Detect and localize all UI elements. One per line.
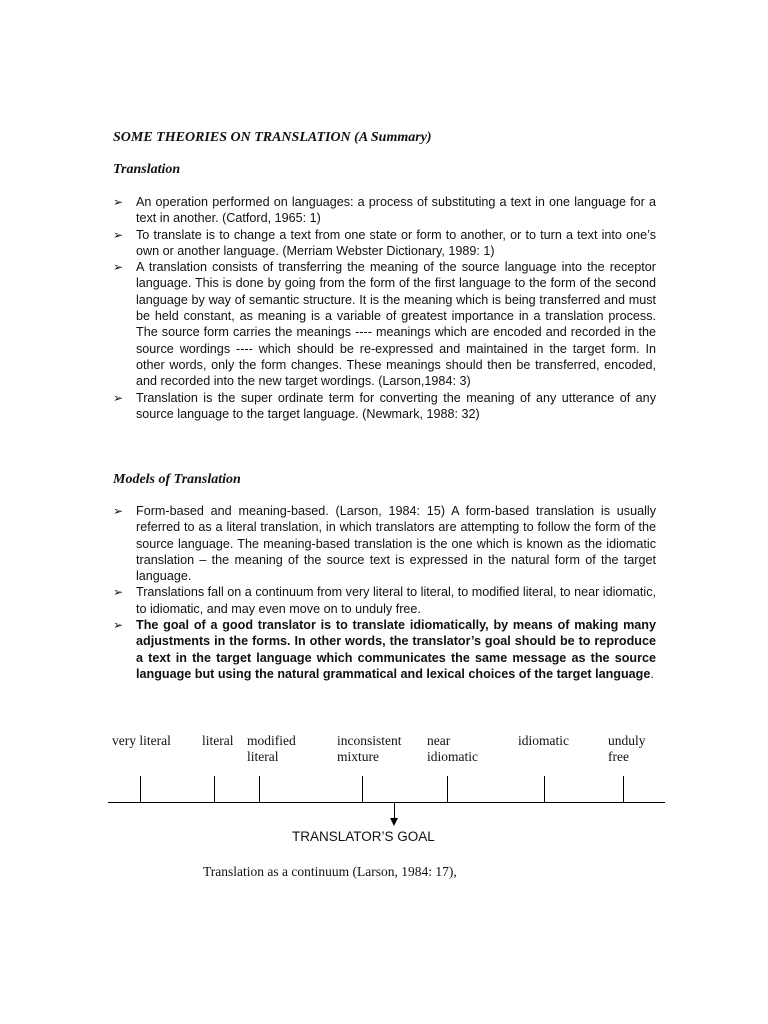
continuum-label-idiomatic: idiomatic xyxy=(518,733,569,748)
list-item: ➢ A translation consists of transferring the meaning of the source language into the receptor language. This is done by going from the form of the first language to the form of the second language by way of semantic structure. It is the meaning which is being transferred and must be held constant, as meaning is a variable of greatest importance in a translation process. The source form carries the meanings ---- meanings which are encoded and recorded in the source wordings ---- which should be re-expressed and maintained in the target form. In other words, only the form changes. These meanings should then be transferred, encoded, and recorded into the new target wordings. (Larson,1984: 3) xyxy=(113,260,656,389)
continuum-tick xyxy=(362,776,363,802)
arrow-bullet-icon: ➢ xyxy=(113,618,124,633)
arrow-bullet-icon: ➢ xyxy=(113,390,124,405)
continuum-label-inconsistent-mixture: inconsistent mixture xyxy=(337,733,402,764)
section-heading-models: Models of Translation xyxy=(113,472,241,487)
continuum-tick xyxy=(623,776,624,802)
list-item: ➢ Translation is the super ordinate term for converting the meaning of any utterance of any source language to the target language. (Newmark, 1988: 32) xyxy=(113,390,656,421)
list-item-bold: ➢ The goal of a good translator is to translate idiomatically, by means of making many adjustments in the forms. In other words, the translator’s goal should be to reproduce a text in the target language which communicates the same message as the source language but using the natural grammatical and lexical choices of the target language. xyxy=(113,618,656,681)
figure-caption: Translation as a continuum (Larson, 1984: 17), xyxy=(203,864,457,879)
arrow-bullet-icon: ➢ xyxy=(113,260,124,275)
arrow-bullet-icon: ➢ xyxy=(113,504,124,518)
continuum-label-very-literal: very literal xyxy=(112,733,171,748)
continuum-label-near-idiomatic: near idiomatic xyxy=(427,733,478,764)
continuum-label-unduly-free: unduly free xyxy=(608,733,646,764)
list-item: ➢ To translate is to change a text from one state or form to another, or to turn a text into one’s own or another language. (Merriam Webster Dictionary, 1989: 1) xyxy=(113,227,656,258)
continuum-tick xyxy=(259,776,260,802)
arrow-down-icon xyxy=(390,818,398,826)
translation-bullet-list xyxy=(113,194,656,422)
continuum-tick xyxy=(140,776,141,802)
continuum-label-modified-literal: modified literal xyxy=(247,733,296,764)
arrow-bullet-icon: ➢ xyxy=(113,585,124,600)
arrow-bullet-icon: ➢ xyxy=(113,195,124,209)
list-item: ➢ Form-based and meaning-based. (Larson, 1984: 15) A form-based translation is usually referred to as a literal translation, in which translators are attempting to follow the form of the source language. The meaning-based translation is the one which is known as the idiomatic translation – the meaning of the source text is expressed in the natural form of the target language. xyxy=(113,504,656,584)
document-title: SOME THEORIES ON TRANSLATION (A Summary) xyxy=(113,130,432,145)
models-bullet-list xyxy=(113,503,656,682)
translation-continuum-diagram xyxy=(108,730,668,830)
continuum-axis-line xyxy=(108,802,665,803)
section-heading-translation: Translation xyxy=(113,162,181,177)
translator-goal-label: TRANSLATOR’S GOAL xyxy=(292,829,435,844)
list-item: ➢ Translations fall on a continuum from very literal to literal, to modified literal, to near idiomatic, to idiomatic, and may even move on to unduly free. xyxy=(113,585,656,616)
continuum-tick xyxy=(214,776,215,802)
continuum-tick xyxy=(447,776,448,802)
continuum-label-literal: literal xyxy=(202,733,234,748)
continuum-tick xyxy=(544,776,545,802)
arrow-bullet-icon: ➢ xyxy=(113,227,124,242)
list-item: ➢ An operation performed on languages: a process of substituting a text in one language for a text in another. (Catford, 1965: 1) xyxy=(113,195,656,226)
